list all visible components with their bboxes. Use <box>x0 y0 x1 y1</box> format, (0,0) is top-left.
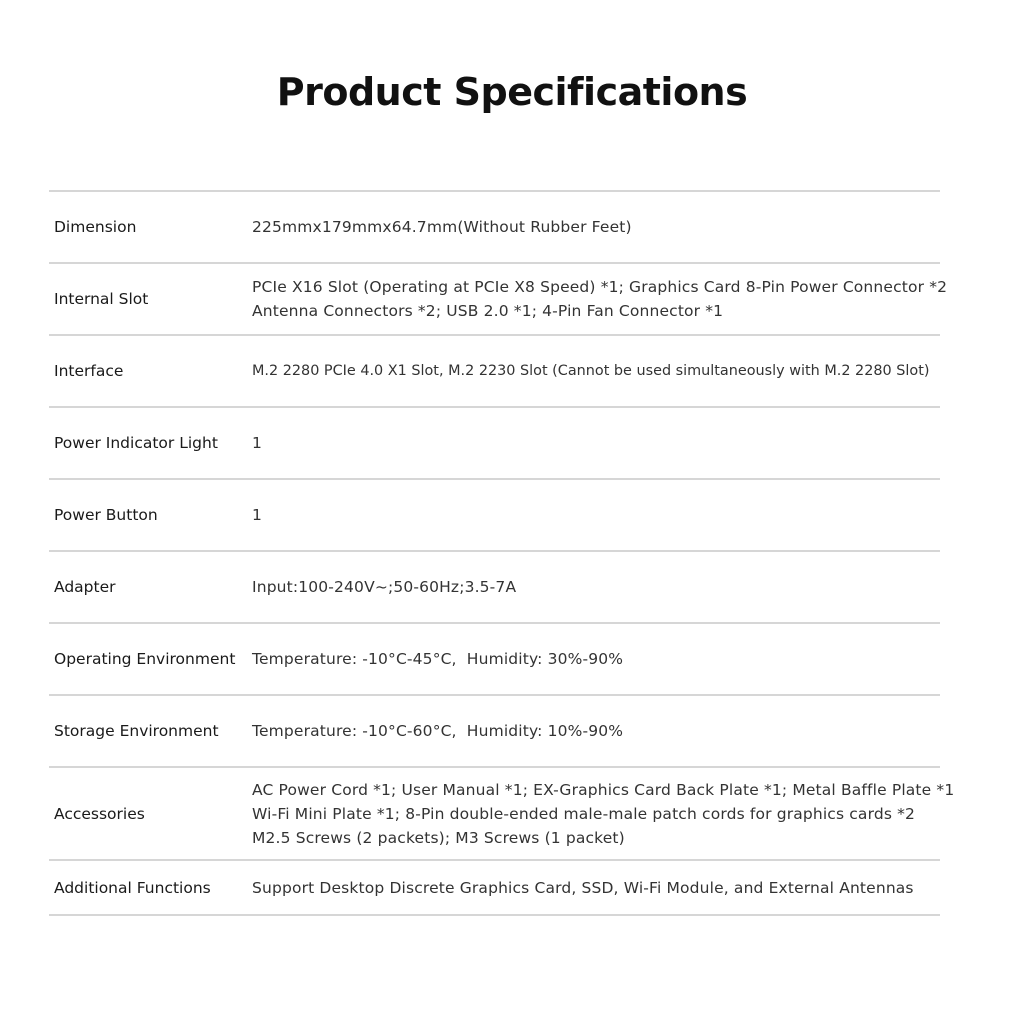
spec-row-interface <box>49 336 940 408</box>
spec-value-line: Support Desktop Discrete Graphics Card, SSD, Wi-Fi Module, and External Antennas <box>252 878 914 897</box>
spec-value-line: M.2 2280 PCIe 4.0 X1 Slot, M.2 2230 Slot (Cannot be used simultaneously with M.2 2280 Slot) <box>252 363 930 379</box>
spec-label: Power Indicator Light <box>54 434 218 452</box>
spec-value-line: 1 <box>252 506 263 524</box>
spec-value <box>252 359 929 383</box>
spec-value <box>252 575 516 599</box>
spec-label: Storage Environment <box>54 722 219 740</box>
spec-row-power-indicator-light <box>49 408 940 480</box>
spec-label: Operating Environment <box>54 650 236 668</box>
spec-value-line: AC Power Cord *1; User Manual *1; EX-Graphics Card Back Plate *1; Metal Baffle Plate *1 <box>252 780 955 799</box>
spec-value <box>252 431 262 455</box>
spec-value-line: PCIe X16 Slot (Operating at PCIe X8 Speed) *1; Graphics Card 8-Pin Power Connector *2 <box>252 278 948 296</box>
spec-row-additional-functions <box>49 861 940 916</box>
page-title: Product Specifications <box>276 70 748 114</box>
spec-value <box>252 503 262 527</box>
spec-value <box>252 876 914 900</box>
spec-label: Additional Functions <box>54 878 211 897</box>
spec-value-line: Antenna Connectors *2; USB 2.0 *1; 4-Pin Fan Connector *1 <box>252 302 724 320</box>
spec-value-line: Wi-Fi Mini Plate *1; 8-Pin double-ended male-male patch cords for graphics cards *2 <box>252 804 916 823</box>
spec-label: Internal Slot <box>54 290 149 308</box>
spec-value-line: Input:100-240V~;50-60Hz;3.5-7A <box>252 578 517 596</box>
spec-row-adapter <box>49 552 940 624</box>
spec-value-line: M2.5 Screws (2 packets); M3 Screws (1 packet) <box>252 828 625 847</box>
spec-row-dimension <box>49 192 940 264</box>
spec-value <box>252 647 623 671</box>
spec-row-storage-environment <box>49 696 940 768</box>
spec-label: Adapter <box>54 578 116 596</box>
spec-label: Interface <box>54 362 124 380</box>
spec-table <box>49 190 955 916</box>
spec-row-internal-slot <box>49 264 948 336</box>
spec-label: Power Button <box>54 506 158 524</box>
spec-value-line: Temperature: -10°C-45°C, Humidity: 30%-90% <box>252 650 624 668</box>
spec-label: Accessories <box>54 804 145 823</box>
spec-label: Dimension <box>54 218 137 236</box>
spec-value <box>252 215 632 239</box>
spec-row-power-button <box>49 480 940 552</box>
spec-row-operating-environment <box>49 624 940 696</box>
spec-value <box>252 275 947 323</box>
spec-value <box>252 778 954 850</box>
spec-value-line: 1 <box>252 434 263 452</box>
spec-value <box>252 719 623 743</box>
spec-value-line: Temperature: -10°C-60°C, Humidity: 10%-90% <box>252 722 624 740</box>
spec-row-accessories <box>49 768 955 861</box>
spec-value-line: 225mmx179mmx64.7mm(Without Rubber Feet) <box>252 218 632 236</box>
